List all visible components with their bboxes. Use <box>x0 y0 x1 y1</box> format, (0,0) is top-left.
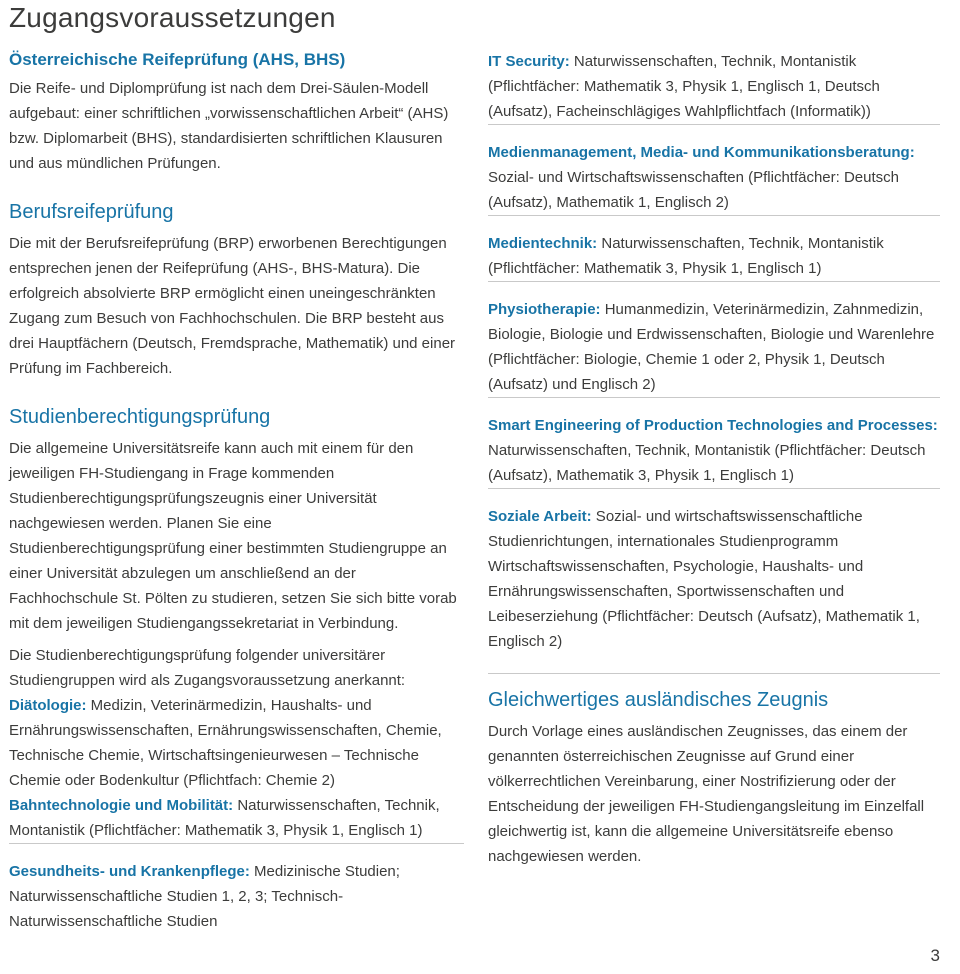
section-body: Durch Vorlage eines ausländischen Zeugnisses, das einem der genannten österreichischen Zeugnisse auf Grund einer völkerrechtlichen Vereinbarung, einer Nostrifizierung oder der Entscheidung der jeweiligen FH-Studiengangsleitung im Einzelfall gleichwertig ist, kann die allgemeine Universitätsreife ebenso nachgewiesen werden. <box>488 723 925 865</box>
entry-text: Medizinische Studien; Naturwissenschaftliche Studien 1, 2, 3; Technisch-Naturwissenschaftliche Studien <box>9 863 400 930</box>
entry-text: Naturwissenschaften, Technik, Montanistik (Pflichtfächer: Mathematik 3, Physik 1, Englisch 1, Deutsch (Aufsatz), Facheinschlägiges Wahlpflichtfach (Informatik)) <box>488 53 880 120</box>
column-left <box>9 49 464 934</box>
study-entry-medientechnik <box>488 215 940 281</box>
page-number: 3 <box>930 946 940 965</box>
study-entry-diaetologie <box>9 693 464 793</box>
entry-text: Naturwissenschaften, Technik, Montanistik (Pflichtfächer: Mathematik 3, Physik 1, Englisch 1) <box>9 797 440 839</box>
section-heading: Österreichische Reifeprüfung (AHS, BHS) <box>9 50 346 69</box>
section-body: Die Reife- und Diplomprüfung ist nach dem Drei-Säulen-Modell aufgebaut: einer schriftlichen „vorwissenschaftlichen Arbeit“ (AHS) bzw. Diplomarbeit (BHS), standardisierten schriftlichen Klausuren und aus mündlichen Prüfungen. <box>9 80 449 172</box>
study-entry-medienmanagement <box>488 124 940 215</box>
study-entry-it-security <box>488 49 940 124</box>
entry-label: Medientechnik: <box>488 235 598 252</box>
section-body: Die mit der Berufsreifeprüfung (BRP) erworbenen Berechtigungen entsprechen jenen der Reifeprüfung (AHS-, BHS-Matura). Die erfolgreich absolvierte BRP ermöglicht einen uneingeschränkten Zugang zum Besuch von Fachhochschulen. Die BRP besteht aus drei Hauptfächern (Deutsch, Fremdsprache, Mathematik) und einer Prüfung im Fachbereich. <box>9 235 456 377</box>
entry-label: Medienmanagement, Media- und Kommunikationsberatung: <box>488 144 915 161</box>
entry-label: Gesundheits- und Krankenpflege: <box>9 863 250 880</box>
study-entry-physiotherapie <box>488 281 940 397</box>
section-heading: Gleichwertiges ausländisches Zeugnis <box>488 689 829 711</box>
section-heading: Berufsreifeprüfung <box>9 201 174 223</box>
entry-text: Humanmedizin, Veterinärmedizin, Zahnmedizin, Biologie, Biologie und Erdwissenschaften, Biologie und Warenlehre (Pflichtfächer: Biologie, Chemie 1 oder 2, Physik 1, Deutsch (Aufsatz) und Englisch 2) <box>488 301 935 393</box>
entry-label: Diätologie: <box>9 697 87 714</box>
study-entry-soziale-arbeit <box>488 488 940 654</box>
entry-label: Physiotherapie: <box>488 301 601 318</box>
entry-text: Medizin, Veterinärmedizin, Haushalts- und Ernährungswissenschaften, Ernährungswissenschaften, Chemie, Technische Chemie, Wirtschaftsingenieurwesen – Technische Chemie oder Bodenkultur (Pflichtfach: Chemie 2) <box>9 697 442 789</box>
section-body: Die allgemeine Universitätsreife kann auch mit einem für den jeweiligen FH-Studiengang in Frage kommenden Studienberechtigungsprüfungszeugnis einer Universität nachgewiesen werden. Planen Sie eine Studienberechtigungsprüfung einer bestimmten Studiengruppe an einer Universität abzulegen um anschließend an der Fachhochschule St. Pölten zu studieren, setzen Sie sich bitte vorab mit dem jeweiligen Studiengangssekretariat in Verbindung. <box>9 440 457 632</box>
two-column-layout <box>9 49 940 934</box>
section-berufsreifepruefung <box>9 199 464 381</box>
entry-text: Naturwissenschaften, Technik, Montanistik (Pflichtfächer: Deutsch (Aufsatz), Mathematik 3, Physik 1, Englisch 1) <box>488 442 926 484</box>
section-gleichwertiges-zeugnis <box>488 673 940 869</box>
study-entry-gesundheits-krankenpflege <box>9 843 464 934</box>
entry-label: Bahntechnologie und Mobilität: <box>9 797 234 814</box>
entry-text: Sozial- und Wirtschaftswissenschaften (Pflichtfächer: Deutsch (Aufsatz), Mathematik 1, Englisch 2) <box>488 169 899 211</box>
entry-text: Naturwissenschaften, Technik, Montanistik (Pflichtfächer: Mathematik 3, Physik 1, Englisch 1) <box>488 235 884 277</box>
entry-label: Soziale Arbeit: <box>488 508 592 525</box>
section-oesterreichische-reifepruefung <box>9 49 464 176</box>
entry-text: Sozial- und wirtschaftswissenschaftliche Studienrichtungen, internationales Studienprogramm Wirtschaftswissenschaften, Psychologie, Haushalts- und Ernährungswissenschaften, Sportwissenschaften und Leibeserziehung (Pflichtfächer: Deutsch (Aufsatz), Mathematik 1, Englisch 2) <box>488 508 920 650</box>
column-right <box>488 49 940 934</box>
page-title: Zugangsvoraussetzungen <box>9 2 336 33</box>
entry-label: IT Security: <box>488 53 570 70</box>
section-heading: Studienberechtigungsprüfung <box>9 406 271 428</box>
study-entry-bahntechnologie <box>9 793 464 843</box>
section-body: Die Studienberechtigungsprüfung folgender universitärer Studiengruppen wird als Zugangsvoraussetzung anerkannt: <box>9 647 406 689</box>
section-studienberechtigungspruefung <box>9 404 464 693</box>
entry-label: Smart Engineering of Production Technologies and Processes: <box>488 417 938 434</box>
study-entry-smart-engineering <box>488 397 940 488</box>
